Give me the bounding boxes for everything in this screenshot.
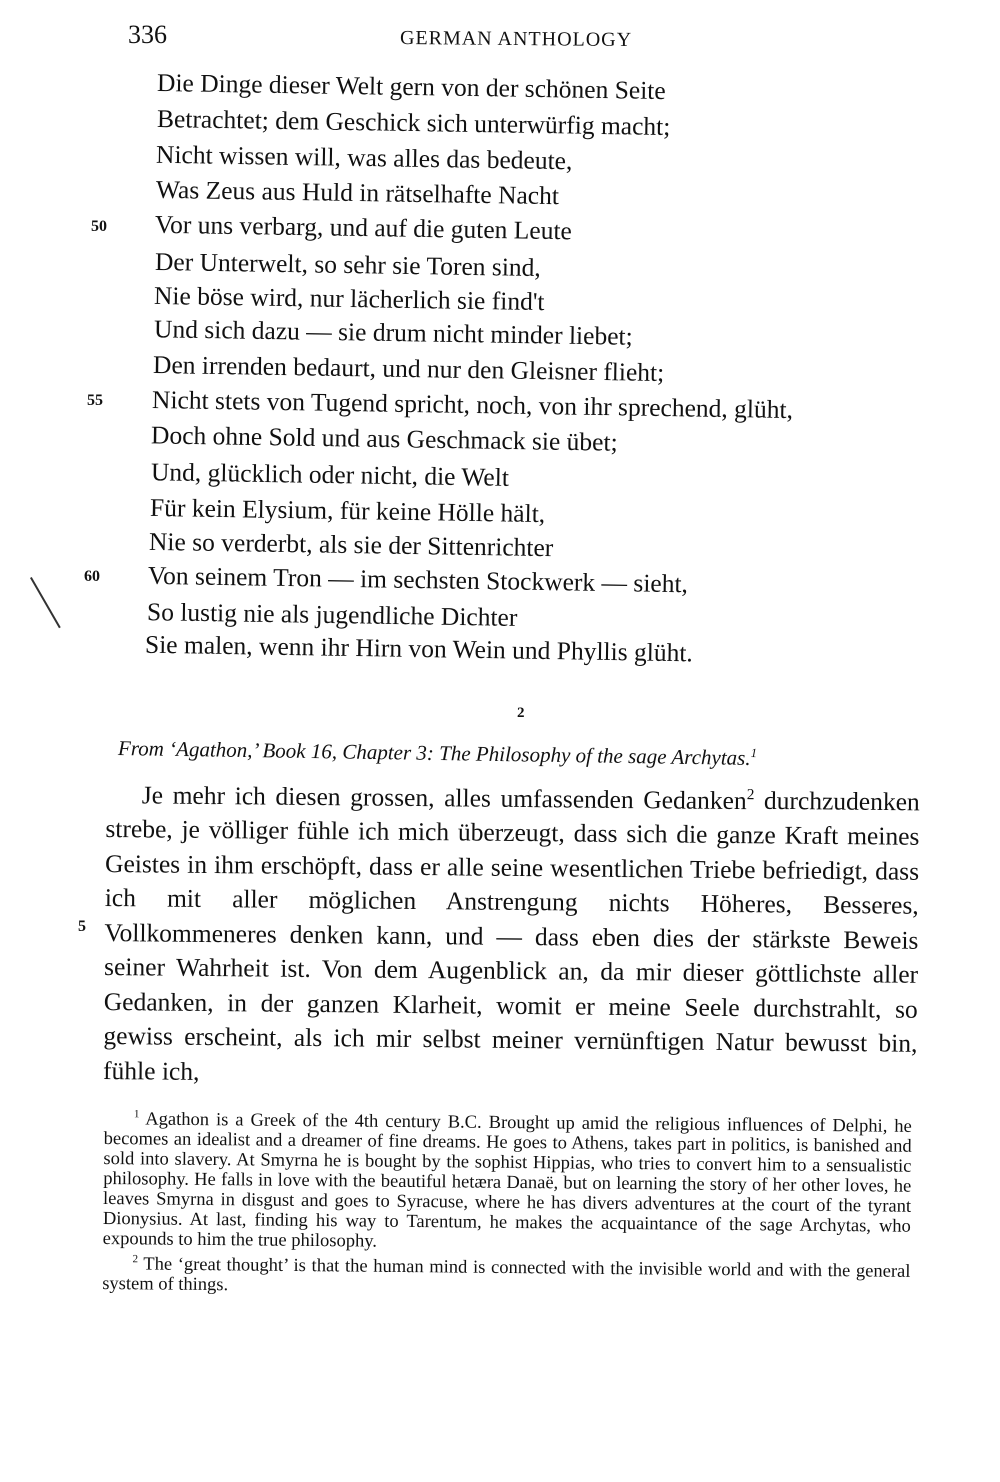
footnote-marker: 2 (132, 1253, 139, 1266)
footnote-text: The ‘great thought’ is that the human mind is connected with the invisible world and with the general system of things. (102, 1254, 911, 1296)
footnote-ref: 1 (750, 745, 758, 761)
section-heading (118, 736, 928, 774)
poem-line: Nie böse wird, nur lächerlich sie find't (153, 280, 545, 317)
line-number: 60 (84, 568, 100, 585)
footnote (102, 1249, 910, 1302)
prose-paragraph (103, 772, 920, 1096)
margin-pencil-mark (30, 577, 61, 628)
footnote-ref: 2 (746, 786, 755, 804)
prose-text-rest: durchzudenken strebe, je völliger fühle ich mich überzeugt, dass sich die ganze Kraft meines Geistes in ihm erschöpft, dass er alle seine wesentlichen Triebe befriedigt, dass ich mit aller möglichen Anstrengung nichts Höheres, Besseres, Vollkommeneres denken kann, und — dass eben dies der stärkste Beweis seiner Wahrheit ist. Von dem Augenblick an, da mir dieser göttlichste aller Gedanken, in der ganzen Klarheit, womit er meine Seele durchstrahlt, so gewiss erscheint, als ich mir selbst meiner vernünftigen Natur bewusst bin, fühle ich, (103, 785, 920, 1086)
poem-line: Nicht wissen will, was alles das bedeute, (155, 139, 573, 176)
poem-line: Nie so verderbt, als sie der Sittenrichter (148, 526, 554, 563)
poem-line: Und, glücklich oder nicht, die Welt (150, 457, 510, 492)
footnotes (102, 1104, 912, 1302)
poem-line: Und sich dazu — sie drum nicht minder liebet; (153, 314, 633, 351)
poem-line: Vor uns verbarg, und auf die guten Leute (154, 209, 573, 246)
line-number: 50 (91, 218, 107, 235)
poem-line: Doch ohne Sold und aus Geschmack sie übet; (150, 420, 618, 457)
running-title: GERMAN ANTHOLOGY (399, 26, 633, 52)
poem-line: Die Dinge dieser Welt gern von der schönen Seite (156, 68, 666, 105)
page-number: 336 (128, 20, 167, 49)
footnote-marker: 1 (133, 1108, 140, 1121)
poem-line: Betrachtet; dem Geschick sich unterwürfig macht; (156, 103, 671, 142)
prose-text-start: Je mehr ich diesen grossen, alles umfassenden Gedanken (141, 779, 747, 815)
poem-line: Für kein Elysium, für keine Hölle hält, (149, 492, 546, 529)
poem-line: Nicht stets von Tugend spricht, noch, von ihr sprechend, glüht, (151, 384, 794, 425)
section-number: 2 (517, 705, 525, 721)
line-number: 5 (78, 918, 86, 935)
poem-line: Was Zeus aus Huld in rätselhafte Nacht (155, 174, 560, 211)
poem-line: Sie malen, wenn ihr Hirn von Wein und Phyllis glüht. (144, 629, 694, 668)
poem-line: Den irrenden bedaurt, und nur den Gleisner flieht; (152, 349, 665, 388)
poem-line: So lustig nie als jugendliche Dichter (146, 597, 518, 632)
poem-line: Der Unterwelt, so sehr sie Toren sind, (154, 246, 542, 283)
line-number: 55 (87, 392, 103, 409)
footnote-text: Agathon is a Greek of the 4th century B.C. Brought up amid the religious influences of Delphi, he becomes an idealist and a dreamer of fine dreams. He goes to Athens, takes part in politics, is banished and sold into slavery. At Smyrna he is bought by the sophist Hippias, who tries to convert him to a sensualistic philosophy. He falls in love with the beautiful hetæra Danaë, but on learning the story of her other loves, he leaves Smyrna in disgust and goes to Syracuse, where he has divers adventures at the court of the tyrant Dionysius. At last, finding his way to Tarentum, he makes the acquaintance of the sage Archytas, who expounds to him the true philosophy. (102, 1109, 912, 1252)
section-heading-text: From ‘Agathon,’ Book 16, Chapter 3: The Philosophy of the sage Archytas. (117, 736, 751, 770)
footnote (103, 1104, 912, 1257)
poem-line: Von seinem Tron — im sechsten Stockwerk — sieht, (147, 560, 689, 599)
